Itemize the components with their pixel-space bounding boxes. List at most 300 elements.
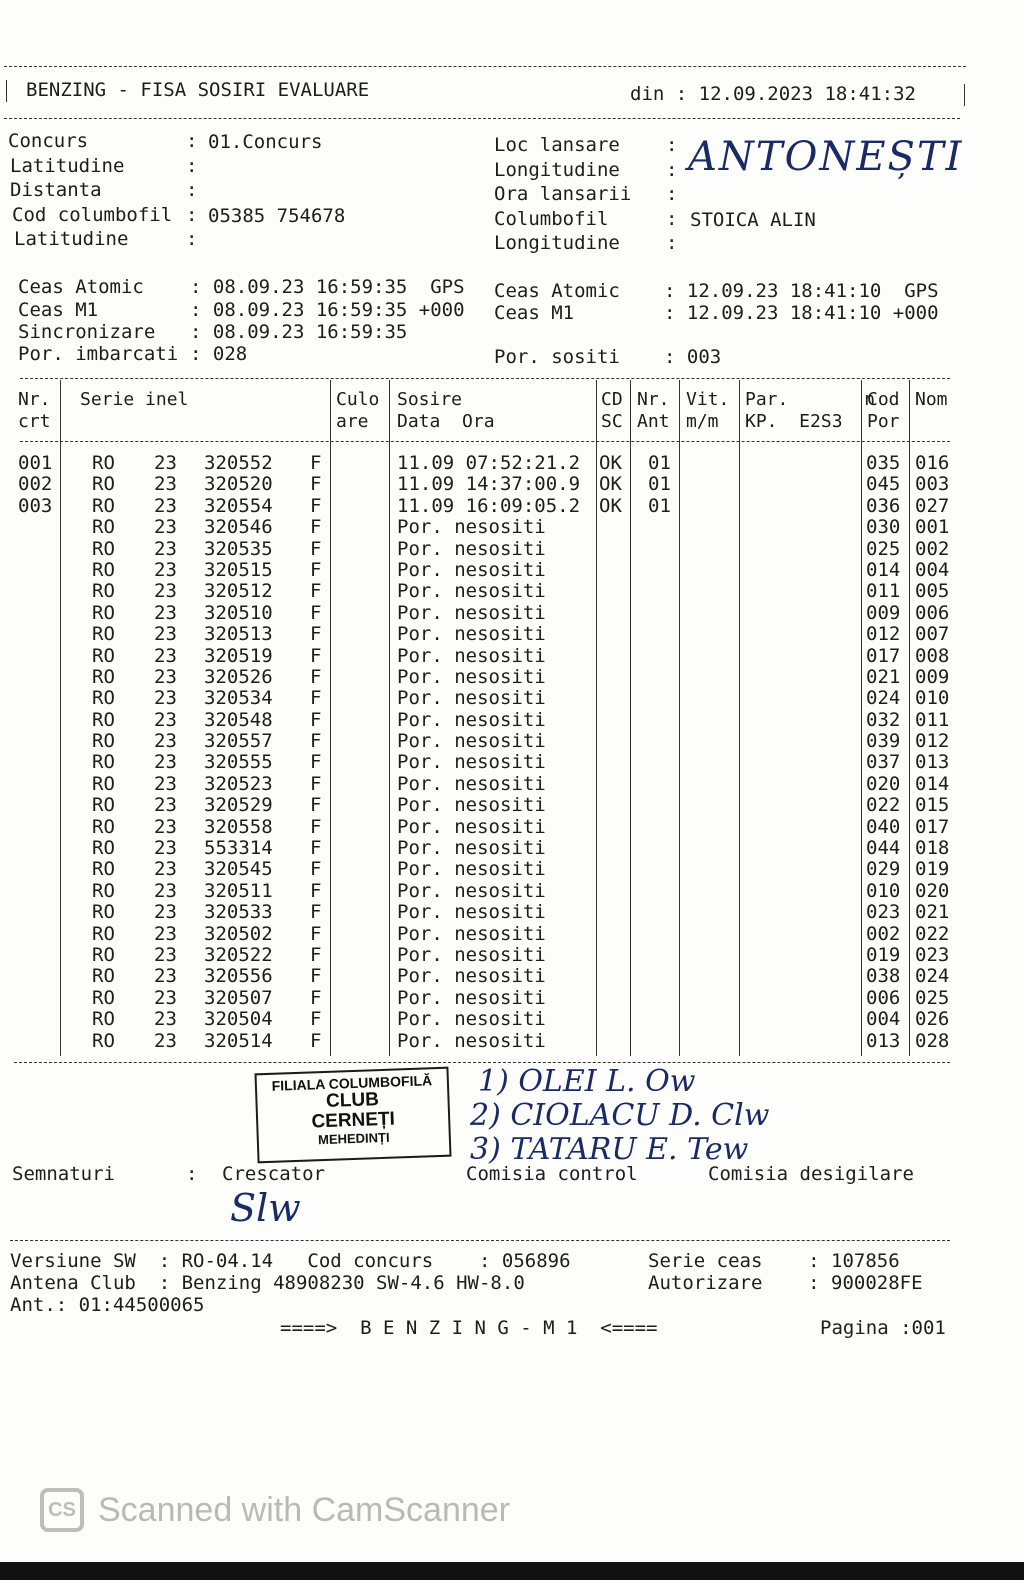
header-serie-inel: Serie inel xyxy=(80,389,189,410)
footer-page-number: Pagina :001 xyxy=(820,1317,946,1339)
cell-ring: 320512 xyxy=(204,580,273,603)
meta-right-sep: : xyxy=(666,183,678,205)
cell-nom: 005 xyxy=(915,580,950,603)
header-vit: Vit. xyxy=(686,389,730,410)
cell-country: RO xyxy=(92,1029,115,1052)
cell-year: 23 xyxy=(154,901,177,924)
cell-nom: 020 xyxy=(915,879,950,902)
cell-year: 23 xyxy=(154,687,177,710)
table-row xyxy=(0,795,1024,816)
clock-left-value: : 08.09.23 16:59:35 GPS xyxy=(190,276,465,298)
cell-ring: 320552 xyxy=(204,452,273,474)
cell-cod: 045 xyxy=(866,473,901,496)
header-vit-sub: m/m xyxy=(686,411,719,432)
cell-sosire: Por. nesositi xyxy=(397,879,546,902)
cell-sex: F xyxy=(310,644,322,667)
header-nr-crt: Nr. xyxy=(18,389,51,410)
cell-country: RO xyxy=(92,452,115,474)
cell-country: RO xyxy=(92,794,115,817)
cell-year: 23 xyxy=(154,794,177,817)
clock-right-value: : 12.09.23 18:41:10 GPS xyxy=(664,280,939,302)
cell-cod: 029 xyxy=(866,858,901,881)
cell-nom: 025 xyxy=(915,986,950,1009)
cell-year: 23 xyxy=(154,730,177,753)
cell-cod: 017 xyxy=(866,644,901,667)
cell-cod: 011 xyxy=(866,580,901,603)
cell-sex: F xyxy=(310,623,322,646)
cell-sosire: 11.09 16:09:05.2 xyxy=(397,494,581,517)
table-row xyxy=(0,924,1024,945)
header-culoare-sub: are xyxy=(336,411,369,432)
clock-left-label: Sincronizare xyxy=(18,321,156,343)
table-row xyxy=(0,1009,1024,1030)
cell-ring: 320548 xyxy=(204,708,273,731)
table-top-rule xyxy=(20,378,950,379)
cell-sosire: Por. nesositi xyxy=(397,751,546,774)
meta-left-sep: : xyxy=(186,228,198,250)
cell-nom: 021 xyxy=(915,901,950,924)
cell-nom: 011 xyxy=(915,708,950,731)
cell-year: 23 xyxy=(154,815,177,838)
cell-nom: 018 xyxy=(915,837,950,860)
cell-nom: 006 xyxy=(915,601,950,624)
cell-nr: 003 xyxy=(18,494,53,517)
clock-left-value: : 028 xyxy=(190,343,248,365)
cell-ring: 553314 xyxy=(204,837,273,860)
cell-year: 23 xyxy=(154,494,177,517)
cell-year: 23 xyxy=(154,623,177,646)
table-row xyxy=(0,966,1024,987)
table-row xyxy=(0,688,1024,709)
meta-left-label: Latitudine xyxy=(14,228,129,250)
meta-left-label: Latitudine xyxy=(10,154,125,177)
header-right-bar xyxy=(964,84,965,106)
cell-sex: F xyxy=(310,537,322,560)
cell-country: RO xyxy=(92,494,115,517)
cell-ring: 320504 xyxy=(204,1008,273,1031)
signatures-label: Semnaturi xyxy=(12,1163,115,1185)
cell-nom: 017 xyxy=(915,815,950,838)
cell-sosire: Por. nesositi xyxy=(397,558,546,581)
table-row xyxy=(0,710,1024,731)
footer-line-2-right: Autorizare : 900028FE xyxy=(648,1272,923,1294)
cell-cod: 036 xyxy=(866,494,901,517)
cell-sosire: Por. nesositi xyxy=(397,901,546,924)
meta-right-label: Ora lansarii xyxy=(494,183,632,205)
stamp-line-4: MEHEDINȚI xyxy=(317,1129,390,1148)
cell-year: 23 xyxy=(154,986,177,1009)
table-row xyxy=(0,603,1024,624)
cell-cod: 044 xyxy=(866,837,901,860)
cell-country: RO xyxy=(92,1008,115,1031)
meta-right-value: STOICA ALIN xyxy=(690,208,816,231)
cell-nom: 009 xyxy=(915,665,950,688)
cell-cod: 014 xyxy=(866,558,901,581)
clock-right-label: Ceas Atomic xyxy=(494,280,620,302)
stamp-line-1: FILIALA COLUMBOFILĂ xyxy=(271,1072,433,1094)
handwritten-location: ANTONEȘTI xyxy=(688,134,964,180)
cell-year: 23 xyxy=(154,1008,177,1031)
header-top-rule xyxy=(4,66,966,67)
cell-sosire: Por. nesositi xyxy=(397,580,546,603)
cell-sosire: Por. nesositi xyxy=(397,815,546,838)
cell-sex: F xyxy=(310,558,322,581)
table-row xyxy=(0,496,1024,517)
cell-sosire: Por. nesositi xyxy=(397,1029,546,1052)
cell-sex: F xyxy=(310,687,322,710)
cell-sex: F xyxy=(310,1029,322,1052)
cell-sosire: Por. nesositi xyxy=(397,772,546,795)
stamp-line-2: CLUB xyxy=(325,1089,380,1112)
table-row xyxy=(0,539,1024,560)
cell-cod: 039 xyxy=(866,730,901,753)
cell-year: 23 xyxy=(154,516,177,539)
header-par: Par. n xyxy=(745,389,876,410)
clock-right-label: Por. sositi xyxy=(494,346,620,368)
cell-ring: 320533 xyxy=(204,901,273,924)
clock-right-label: Ceas M1 xyxy=(494,302,575,324)
cell-year: 23 xyxy=(154,558,177,581)
clock-left-value: : 08.09.23 16:59:35 +000 xyxy=(190,299,465,321)
table-row xyxy=(0,560,1024,581)
cell-country: RO xyxy=(92,772,115,795)
cell-country: RO xyxy=(92,558,115,581)
handwritten-signature: Slw xyxy=(230,1186,301,1230)
clock-left-label: Ceas M1 xyxy=(18,299,99,321)
cell-ring: 320534 xyxy=(204,687,273,710)
cell-year: 23 xyxy=(154,452,177,474)
cell-sex: F xyxy=(310,1008,322,1031)
cell-year: 23 xyxy=(154,772,177,795)
cell-ring: 320502 xyxy=(204,922,273,945)
cell-sex: F xyxy=(310,858,322,881)
cell-cod: 012 xyxy=(866,623,901,646)
cell-cdsc: OK xyxy=(599,473,622,496)
cell-cod: 030 xyxy=(866,516,901,539)
table-row xyxy=(0,624,1024,645)
cell-ring: 320556 xyxy=(204,965,273,988)
signatures-sep: : xyxy=(186,1163,198,1185)
cell-ring: 320513 xyxy=(204,623,273,646)
cell-year: 23 xyxy=(154,858,177,881)
cell-sosire: Por. nesositi xyxy=(397,516,546,539)
footer-line-1-right: Serie ceas : 107856 xyxy=(648,1250,900,1272)
footer-line-2-left: Antena Club : Benzing 48908230 SW-4.6 HW-8.0 xyxy=(10,1272,525,1294)
cell-cod: 010 xyxy=(866,879,901,902)
table-row xyxy=(0,731,1024,752)
meta-left-sep: : xyxy=(186,179,198,201)
cell-ring: 320519 xyxy=(204,644,273,667)
cell-cdsc: OK xyxy=(599,452,622,474)
camscanner-text: Scanned with CamScanner xyxy=(98,1490,511,1529)
cell-nom: 016 xyxy=(915,452,950,474)
cell-sosire: 11.09 07:52:21.2 xyxy=(397,452,581,474)
cell-country: RO xyxy=(92,537,115,560)
cell-cod: 024 xyxy=(866,687,901,710)
cell-country: RO xyxy=(92,730,115,753)
cell-sex: F xyxy=(310,879,322,902)
meta-right-label: Columbofil xyxy=(494,207,609,230)
table-row xyxy=(0,1031,1024,1052)
cell-ring: 320558 xyxy=(204,815,273,838)
club-stamp xyxy=(254,1067,451,1164)
meta-right-sep: : xyxy=(666,158,678,181)
meta-left-sep: : xyxy=(186,130,198,152)
meta-right-label: Longitudine xyxy=(494,158,620,181)
cell-nom: 002 xyxy=(915,537,950,560)
cell-ring: 320545 xyxy=(204,858,273,881)
cell-sex: F xyxy=(310,794,322,817)
header-nom: Nom xyxy=(915,389,948,410)
cell-sosire: Por. nesositi xyxy=(397,537,546,560)
cell-nom: 010 xyxy=(915,687,950,710)
cell-year: 23 xyxy=(154,537,177,560)
header-cod-por: Cod xyxy=(867,389,900,410)
cell-nom: 014 xyxy=(915,772,950,795)
cell-year: 23 xyxy=(154,922,177,945)
cell-sex: F xyxy=(310,452,322,474)
cell-nom: 019 xyxy=(915,858,950,881)
cell-sex: F xyxy=(310,943,322,966)
cell-sosire: Por. nesositi xyxy=(397,837,546,860)
cell-cod: 002 xyxy=(866,922,901,945)
cell-ring: 320523 xyxy=(204,772,273,795)
cell-nom: 008 xyxy=(915,644,950,667)
table-row xyxy=(0,474,1024,495)
header-left-bar xyxy=(6,80,7,102)
cell-sex: F xyxy=(310,815,322,838)
table-row xyxy=(0,667,1024,688)
cell-cod: 038 xyxy=(866,965,901,988)
cell-sex: F xyxy=(310,922,322,945)
cell-country: RO xyxy=(92,516,115,539)
table-row xyxy=(0,881,1024,902)
table-row xyxy=(0,581,1024,602)
cell-ring: 320554 xyxy=(204,494,273,517)
cell-nom: 024 xyxy=(915,965,950,988)
cell-country: RO xyxy=(92,965,115,988)
table-row xyxy=(0,453,1024,474)
header-nr-ant-sub: Ant xyxy=(637,411,670,432)
table-row xyxy=(0,838,1024,859)
cell-ring: 320522 xyxy=(204,943,273,966)
cell-nom: 003 xyxy=(915,473,950,496)
cell-country: RO xyxy=(92,665,115,688)
cell-ring: 320511 xyxy=(204,879,273,902)
meta-left-sep: : xyxy=(186,203,198,226)
cell-year: 23 xyxy=(154,665,177,688)
cell-sex: F xyxy=(310,580,322,603)
cell-nr: 001 xyxy=(18,452,53,474)
cell-year: 23 xyxy=(154,580,177,603)
clock-left-label: Por. imbarcati xyxy=(18,343,179,365)
cell-ant: 01 xyxy=(648,452,671,474)
footer-benzing-banner: ====> B E N Z I N G - M 1 <==== xyxy=(280,1317,658,1339)
meta-left-sep: : xyxy=(186,154,198,177)
meta-left-value: 01.Concurs xyxy=(208,131,323,153)
cell-ring: 320555 xyxy=(204,751,273,774)
cell-cod: 004 xyxy=(866,1008,901,1031)
cell-nom: 001 xyxy=(915,516,950,539)
meta-right-label: Loc lansare xyxy=(494,134,620,156)
cell-cod: 019 xyxy=(866,943,901,966)
table-row xyxy=(0,646,1024,667)
table-body xyxy=(0,453,1024,1052)
report-title: BENZING - FISA SOSIRI EVALUARE xyxy=(26,79,370,101)
cell-sex: F xyxy=(310,516,322,539)
table-row xyxy=(0,817,1024,838)
cell-ring: 320529 xyxy=(204,794,273,817)
cell-cod: 021 xyxy=(866,665,901,688)
table-row xyxy=(0,517,1024,538)
cell-nom: 022 xyxy=(915,922,950,945)
meta-right-sep: : xyxy=(666,134,678,156)
signature-comisia-desigilare-label: Comisia desigilare xyxy=(708,1163,914,1185)
clock-left-label: Ceas Atomic xyxy=(18,276,144,298)
cell-sosire: Por. nesositi xyxy=(397,965,546,988)
meta-right-sep: : xyxy=(666,207,678,230)
cell-ring: 320510 xyxy=(204,601,273,624)
table-row xyxy=(0,988,1024,1009)
cell-year: 23 xyxy=(154,943,177,966)
meta-left-label: Concurs xyxy=(8,130,89,152)
header-cdsc: CD xyxy=(601,389,623,410)
cell-year: 23 xyxy=(154,1029,177,1052)
cell-sosire: Por. nesositi xyxy=(397,794,546,817)
cell-nom: 012 xyxy=(915,730,950,753)
header-par-sub: KP. E2S3 xyxy=(745,411,843,432)
handwritten-commission-1: 1) OLEI L. Ow xyxy=(478,1064,696,1099)
table-bottom-rule xyxy=(14,1062,950,1063)
clock-left-value: : 08.09.23 16:59:35 xyxy=(190,321,408,343)
cell-sex: F xyxy=(310,473,322,496)
cell-sosire: Por. nesositi xyxy=(397,623,546,646)
header-nr-ant: Nr. xyxy=(637,389,670,410)
cell-sex: F xyxy=(310,665,322,688)
clock-right-value: : 12.09.23 18:41:10 +000 xyxy=(664,302,939,324)
cell-cod: 020 xyxy=(866,772,901,795)
cell-sex: F xyxy=(310,837,322,860)
cell-sex: F xyxy=(310,751,322,774)
cell-sosire: Por. nesositi xyxy=(397,601,546,624)
cell-country: RO xyxy=(92,601,115,624)
cell-country: RO xyxy=(92,986,115,1009)
header-cdsc-sub: SC xyxy=(601,411,623,432)
table-header-rule xyxy=(20,441,950,442)
cell-year: 23 xyxy=(154,837,177,860)
cell-country: RO xyxy=(92,943,115,966)
cell-ant: 01 xyxy=(648,494,671,517)
table-row xyxy=(0,902,1024,923)
cell-country: RO xyxy=(92,837,115,860)
signature-crescator-label: Crescator xyxy=(222,1163,325,1185)
cell-sosire: Por. nesositi xyxy=(397,730,546,753)
footer-line-1-left: Versiune SW : RO-04.14 Cod concurs : 056896 xyxy=(10,1250,571,1272)
cell-nom: 004 xyxy=(915,558,950,581)
cell-ring: 320557 xyxy=(204,730,273,753)
header-culoare: Culo xyxy=(336,389,380,410)
cell-cod: 009 xyxy=(866,601,901,624)
cell-year: 23 xyxy=(154,708,177,731)
scan-bottom-edge xyxy=(0,1562,1024,1580)
cell-country: RO xyxy=(92,708,115,731)
cell-ring: 320546 xyxy=(204,516,273,539)
cell-country: RO xyxy=(92,858,115,881)
header-nr-crt-sub: crt xyxy=(18,411,51,432)
cell-year: 23 xyxy=(154,473,177,496)
cell-cod: 037 xyxy=(866,751,901,774)
meta-right-label: Longitudine xyxy=(494,232,620,254)
cell-cod: 013 xyxy=(866,1029,901,1052)
cell-year: 23 xyxy=(154,644,177,667)
cell-sex: F xyxy=(310,772,322,795)
cell-nom: 023 xyxy=(915,943,950,966)
cell-nr: 002 xyxy=(18,473,53,496)
header-sosire: Sosire xyxy=(397,389,463,410)
cell-nom: 027 xyxy=(915,494,950,517)
cell-year: 23 xyxy=(154,965,177,988)
table-row xyxy=(0,945,1024,966)
cell-sex: F xyxy=(310,730,322,753)
cell-country: RO xyxy=(92,644,115,667)
cell-country: RO xyxy=(92,922,115,945)
cell-country: RO xyxy=(92,473,115,496)
cell-country: RO xyxy=(92,687,115,710)
camscanner-watermark xyxy=(40,1487,510,1533)
cell-sex: F xyxy=(310,494,322,517)
cell-sosire: 11.09 14:37:00.9 xyxy=(397,473,581,496)
cell-ring: 320526 xyxy=(204,665,273,688)
cell-year: 23 xyxy=(154,601,177,624)
meta-left-label: Distanta xyxy=(10,179,102,201)
meta-left-label: Cod columbofil xyxy=(12,203,173,226)
footer-line-3: Ant.: 01:44500065 xyxy=(10,1294,205,1316)
meta-left-value: 05385 754678 xyxy=(208,204,346,227)
clock-right-value: : 003 xyxy=(664,346,722,368)
cell-sex: F xyxy=(310,601,322,624)
cell-nom: 026 xyxy=(915,1008,950,1031)
handwritten-commission-3: 3) TATARU E. Tew xyxy=(470,1132,749,1167)
camscanner-logo-icon: CS xyxy=(40,1488,84,1532)
cell-country: RO xyxy=(92,901,115,924)
cell-cod: 022 xyxy=(866,794,901,817)
report-date: din : 12.09.2023 18:41:32 xyxy=(630,83,916,105)
cell-ring: 320520 xyxy=(204,473,273,496)
cell-sosire: Por. nesositi xyxy=(397,943,546,966)
cell-sex: F xyxy=(310,901,322,924)
signature-comisia-control-label: Comisia control xyxy=(466,1163,638,1185)
header-sosire-sub: Data Ora xyxy=(397,411,495,432)
cell-nom: 007 xyxy=(915,623,950,646)
cell-cod: 006 xyxy=(866,986,901,1009)
header-cod-por-sub: Por xyxy=(867,411,900,432)
table-row xyxy=(0,774,1024,795)
cell-sex: F xyxy=(310,986,322,1009)
cell-sosire: Por. nesositi xyxy=(397,644,546,667)
cell-ring: 320515 xyxy=(204,558,273,581)
cell-country: RO xyxy=(92,815,115,838)
cell-sosire: Por. nesositi xyxy=(397,858,546,881)
cell-cod: 035 xyxy=(866,452,901,474)
cell-nom: 013 xyxy=(915,751,950,774)
cell-year: 23 xyxy=(154,879,177,902)
cell-sosire: Por. nesositi xyxy=(397,687,546,710)
cell-cdsc: OK xyxy=(599,494,622,517)
cell-country: RO xyxy=(92,751,115,774)
cell-ring: 320535 xyxy=(204,537,273,560)
meta-right-sep: : xyxy=(666,232,678,254)
cell-ring: 320507 xyxy=(204,986,273,1009)
